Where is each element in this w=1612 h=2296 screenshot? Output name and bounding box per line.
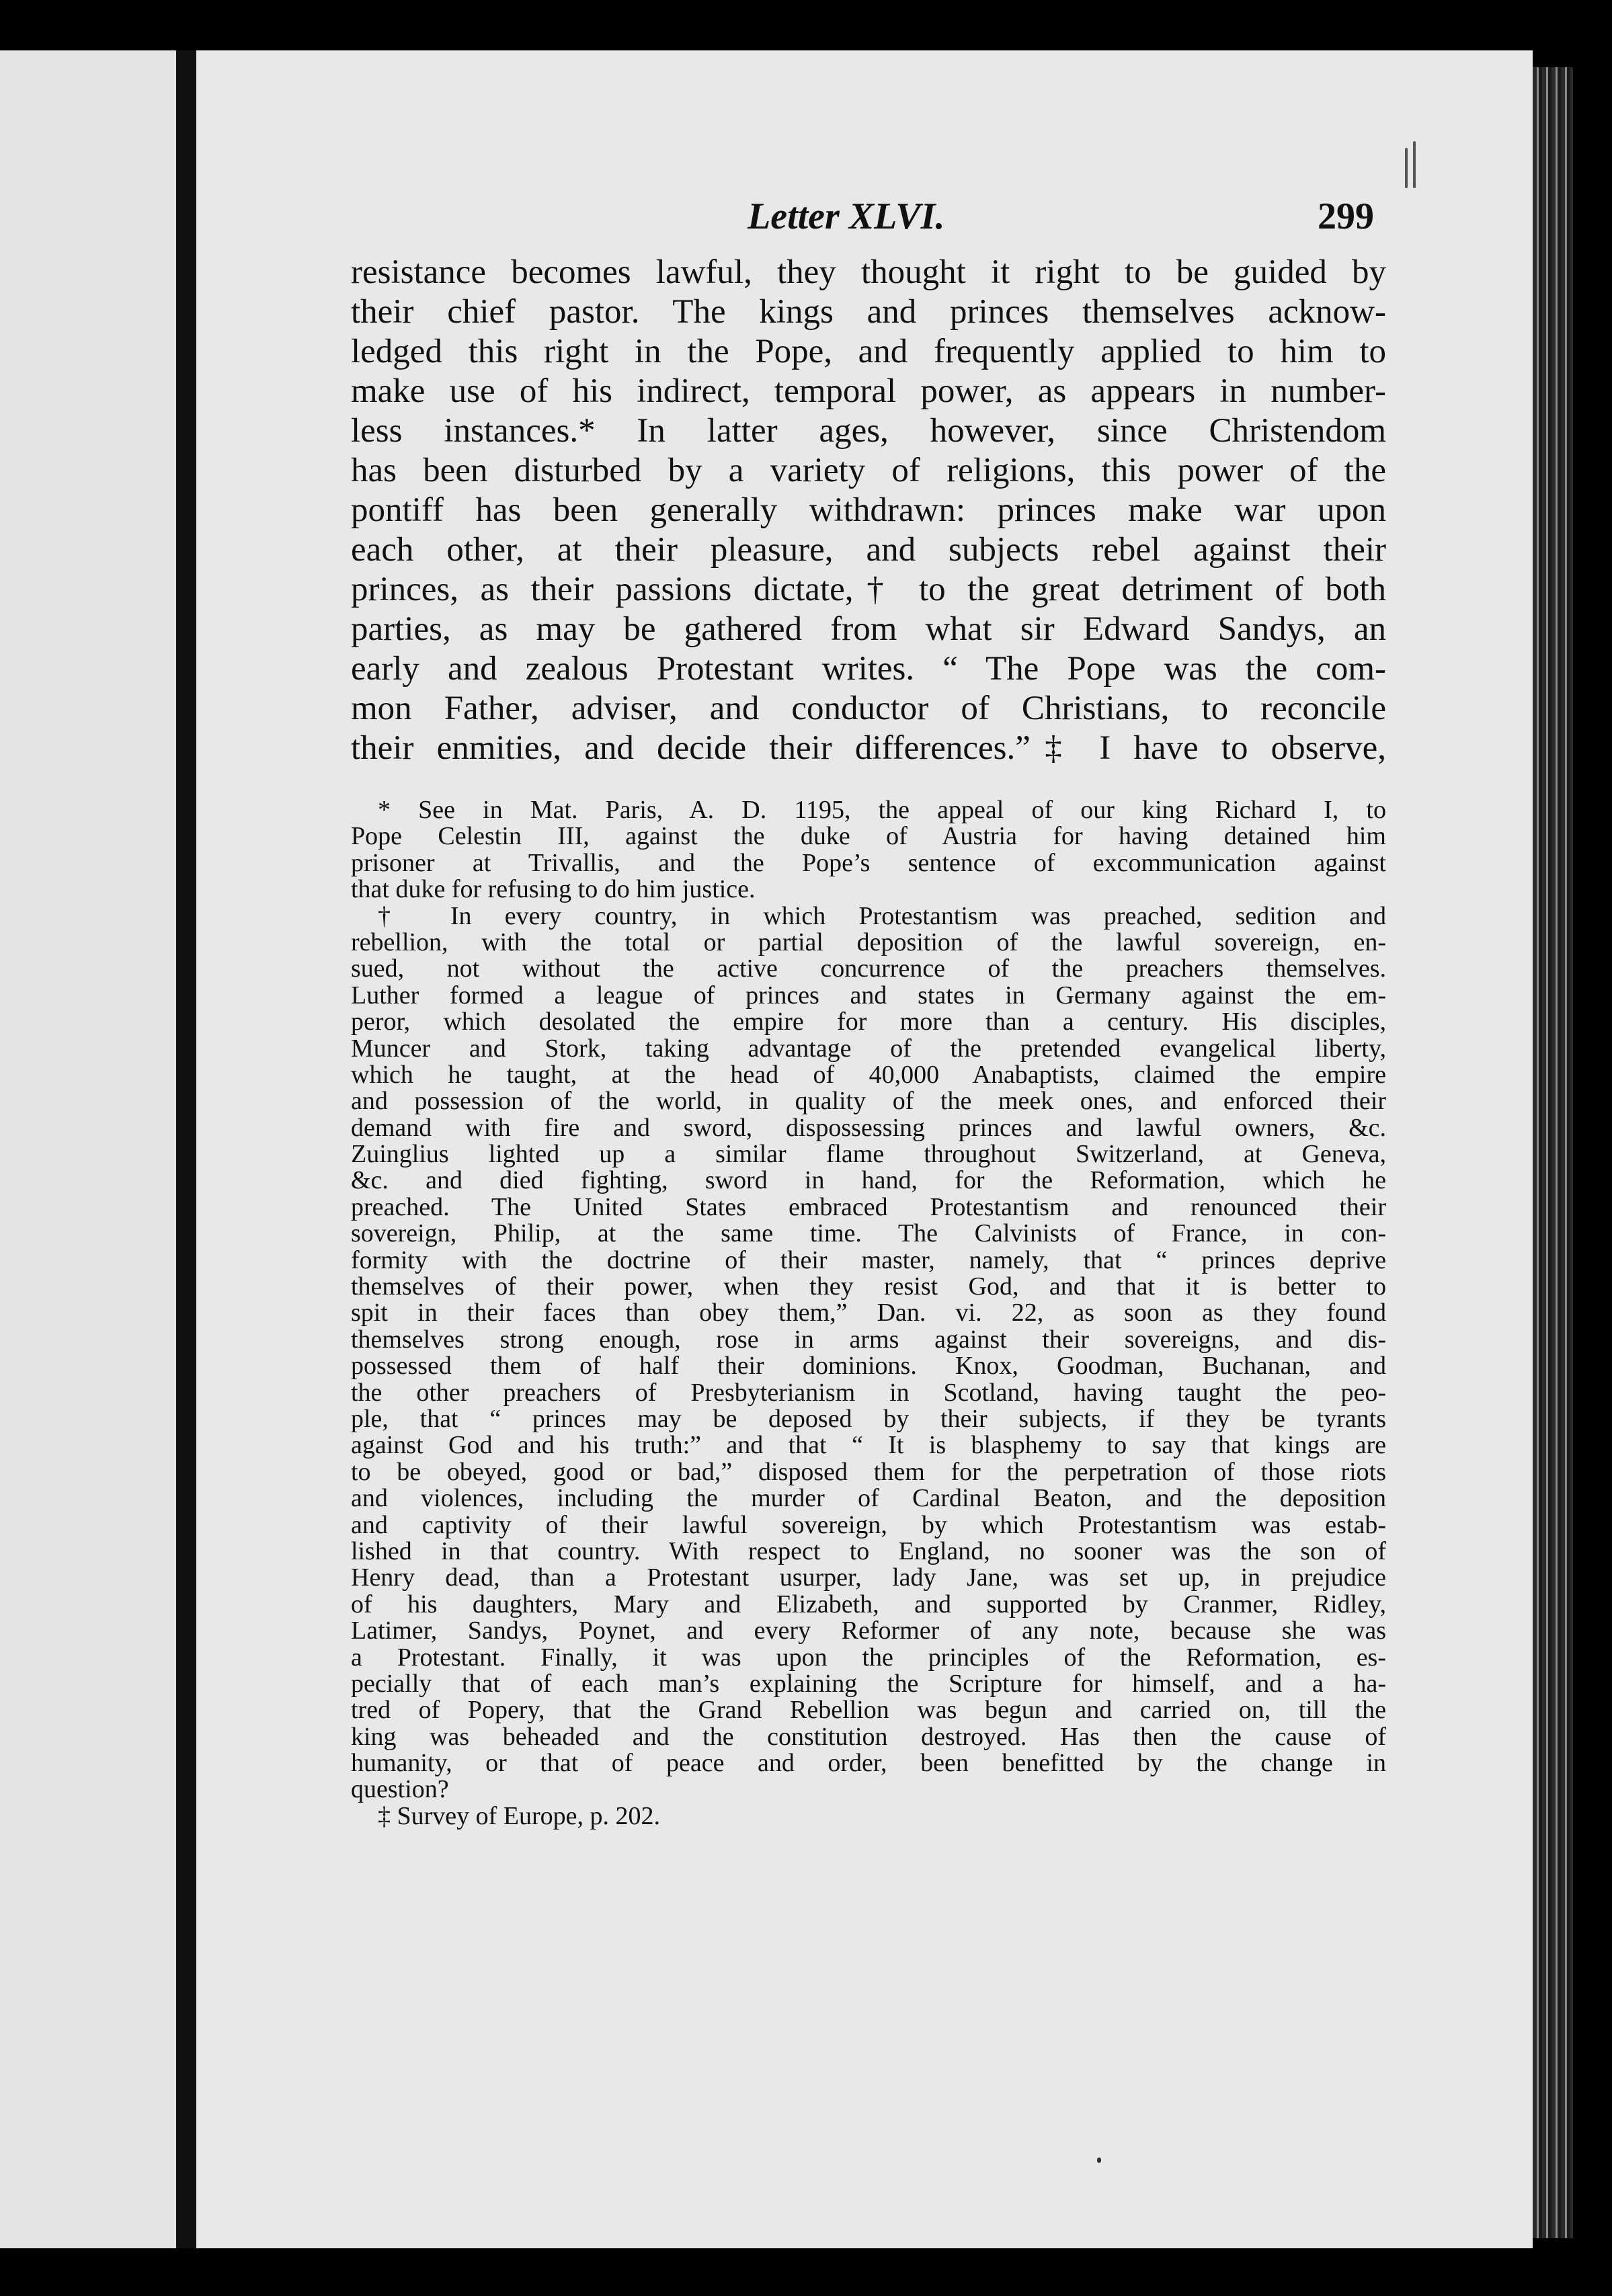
footnote-line: a Protestant. Finally, it was upon the principles of the Reformation, es- bbox=[351, 1643, 1386, 1672]
footnote-line: Zuinglius lighted up a similar flame throughout Switzerland, at Geneva, bbox=[351, 1140, 1386, 1169]
footnote-line: formity with the doctrine of their master, namely, that “ princes deprive bbox=[351, 1245, 1386, 1274]
footnote-ddagger bbox=[351, 1803, 1386, 1830]
footnotes bbox=[351, 797, 1386, 1830]
footnote-line: themselves strong enough, rose in arms against their sovereigns, and dis- bbox=[351, 1325, 1386, 1354]
body-line: has been disturbed by a variety of religions, this power of the bbox=[351, 452, 1386, 489]
footnote-line: question? bbox=[351, 1775, 449, 1804]
footnote-line: ple, that “ princes may be deposed by their subjects, if they be tyrants bbox=[351, 1404, 1386, 1433]
footnote-line: to be obeyed, good or bad,” disposed them for the perpetration of those riots bbox=[351, 1457, 1386, 1486]
body-line: princes, as their passions dictate,† to the great detriment of both bbox=[351, 571, 1386, 608]
running-head: Letter XLVI. bbox=[748, 196, 945, 237]
footnote-line: Muncer and Stork, taking advantage of the pretended evangelical liberty, bbox=[351, 1034, 1386, 1063]
body-line: their chief pastor. The kings and princes themselves acknow- bbox=[351, 293, 1386, 331]
footnote-line: of his daughters, Mary and Elizabeth, and supported by Cranmer, Ridley, bbox=[351, 1590, 1386, 1618]
pencil-mark bbox=[1405, 148, 1408, 188]
footnote-line: sued, not without the active concurrence of the preachers themselves. bbox=[351, 954, 1386, 983]
page-number: 299 bbox=[1318, 196, 1374, 237]
footnote-line: possessed them of half their dominions. Knox, Goodman, Buchanan, and bbox=[351, 1352, 1386, 1381]
footnote-line: that duke for refusing to do him justice. bbox=[351, 875, 756, 904]
footnote-line: and captivity of their lawful sovereign, by which Protestantism was estab- bbox=[351, 1510, 1386, 1539]
footnote-line: preached. The United States embraced Protestantism and renounced their bbox=[351, 1192, 1386, 1221]
footnote-line: prisoner at Trivallis, and the Pope’s sentence of excommunication against bbox=[351, 848, 1386, 877]
footnote-line: lished in that country. With respect to England, no sooner was the son of bbox=[351, 1536, 1386, 1565]
footnote-line: themselves of their power, when they resist God, and that it is better to bbox=[351, 1272, 1386, 1301]
book-gutter bbox=[176, 50, 196, 2248]
footnote-line: tred of Popery, that the Grand Rebellion was begun and carried on, till the bbox=[351, 1696, 1386, 1725]
body-line: less instances.* In latter ages, however, since Christendom bbox=[351, 412, 1386, 450]
footnote-line: against God and his truth:” and that “ It is blasphemy to say that kings are bbox=[351, 1431, 1386, 1460]
footnote-line: and possession of the world, in quality of the meek ones, and enforced their bbox=[351, 1087, 1386, 1116]
footnote-line: ‡ Survey of Europe, p. 202. bbox=[378, 1801, 661, 1830]
footnote-line: the other preachers of Presbyterianism in Scotland, having taught the peo- bbox=[351, 1378, 1386, 1407]
footnote-line: king was beheaded and the constitution destroyed. Has then the cause of bbox=[351, 1722, 1386, 1751]
body-line: make use of his indirect, temporal power, as appears in number- bbox=[351, 372, 1386, 410]
footnote-line: Luther formed a league of princes and states in Germany against the em- bbox=[351, 981, 1386, 1010]
page-header bbox=[748, 195, 1393, 242]
body-line: mon Father, adviser, and conductor of Christians, to reconcile bbox=[351, 690, 1386, 727]
footnote-line: which he taught, at the head of 40,000 Anabaptists, claimed the empire bbox=[351, 1060, 1386, 1089]
footnote-dagger bbox=[351, 903, 1386, 1803]
body-line: early and zealous Protestant writes. “ The Pope was the com- bbox=[351, 650, 1386, 688]
footnote-line: Pope Celestin III, against the duke of Austria for having detained him bbox=[351, 822, 1386, 851]
footnote-line: humanity, or that of peace and order, been benefitted by the change in bbox=[351, 1749, 1386, 1778]
footnote-line: Henry dead, than a Protestant usurper, lady Jane, was set up, in prejudice bbox=[351, 1563, 1386, 1592]
body-line: their enmities, and decide their differences.”‡ I have to observe, bbox=[351, 729, 1386, 767]
footnote-line: sovereign, Philip, at the same time. The Calvinists of France, in con- bbox=[351, 1219, 1386, 1248]
footnote-line: and violences, including the murder of Cardinal Beaton, and the deposition bbox=[351, 1484, 1386, 1513]
body-line: parties, as may be gathered from what sir Edward Sandys, an bbox=[351, 610, 1386, 648]
body-line: each other, at their pleasure, and subjects rebel against their bbox=[351, 531, 1386, 569]
footnote-line: Latimer, Sandys, Poynet, and every Reformer of any note, because she was bbox=[351, 1616, 1386, 1645]
footnote-line: spit in their faces than obey them,” Dan. vi. 22, as soon as they found bbox=[351, 1299, 1386, 1327]
body-line: resistance becomes lawful, they thought it right to be guided by bbox=[351, 253, 1386, 291]
footnote-line: demand with fire and sword, dispossessing princes and lawful owners, &c. bbox=[351, 1113, 1386, 1142]
footnote-line: * See in Mat. Paris, A. D. 1195, the appeal of our king Richard I, to bbox=[378, 796, 1386, 824]
body-line: ledged this right in the Pope, and frequently applied to him to bbox=[351, 333, 1386, 370]
pencil-mark bbox=[1413, 141, 1416, 188]
footnote-line: peror, which desolated the empire for more than a century. His disciples, bbox=[351, 1008, 1386, 1036]
body-line: pontiff has been generally withdrawn: princes make war upon bbox=[351, 491, 1386, 529]
facing-page-edge bbox=[0, 50, 176, 2248]
body-text bbox=[351, 253, 1386, 768]
footnote-star bbox=[351, 797, 1386, 903]
footnote-line: pecially that of each man’s explaining the Scripture for himself, and a ha- bbox=[351, 1669, 1386, 1698]
page-block-edge bbox=[1533, 67, 1573, 2238]
footnote-line: rebellion, with the total or partial deposition of the lawful sovereign, en- bbox=[351, 928, 1386, 956]
footnote-line: † In every country, in which Protestantism was preached, sedition and bbox=[378, 901, 1386, 930]
footnote-line: &c. and died fighting, sword in hand, for the Reformation, which he bbox=[351, 1166, 1386, 1195]
ink-speck bbox=[1097, 2158, 1101, 2163]
